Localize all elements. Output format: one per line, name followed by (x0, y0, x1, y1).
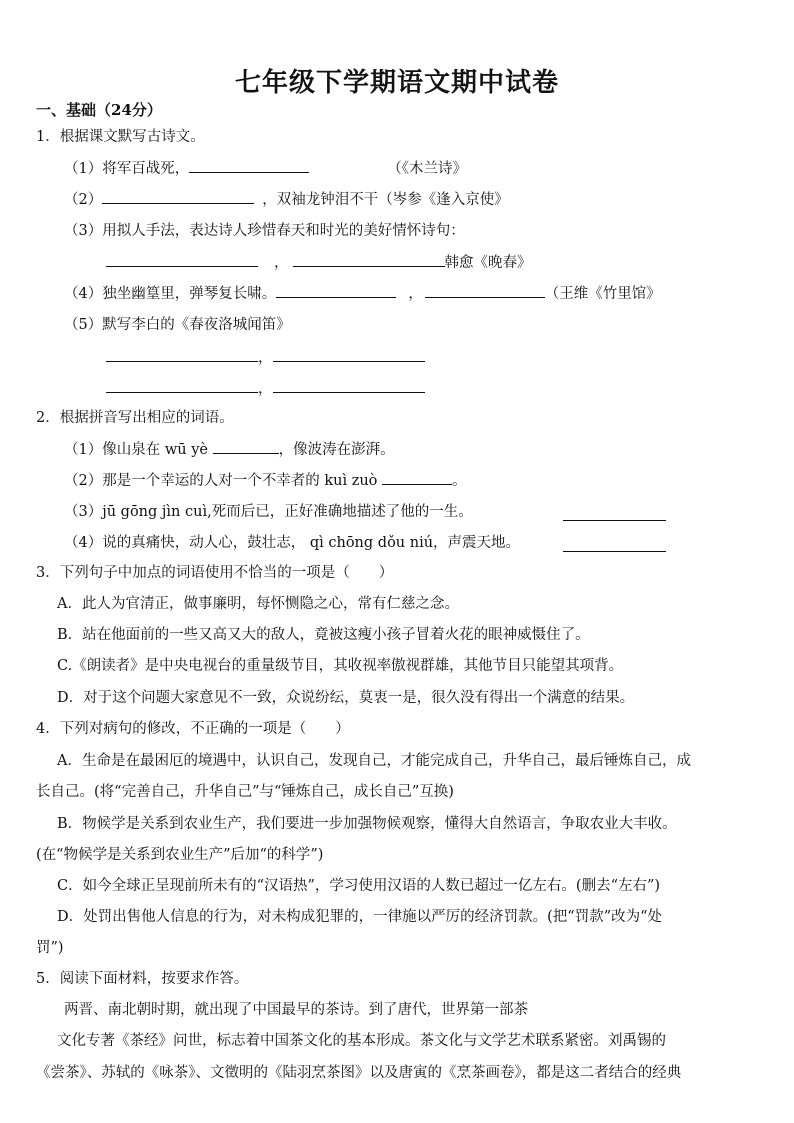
q5-stem: 5．阅读下面材料，按要求作答。 (36, 971, 249, 987)
q1-item5-separator: ， (258, 350, 273, 366)
q1-item5: （5）默写李白的《春夜洛城闻笛》 (64, 317, 291, 333)
q2-item1-text-end: ，像波涛在澎湃。 (278, 442, 395, 458)
q1-item3-separator: ， (274, 255, 289, 271)
q4-option-b-cont: (在“物候学是关系到农业生产”后加“的科学”) (36, 847, 324, 863)
q2-item2 (64, 470, 467, 491)
q5-paragraph-line1: 两晋、南北朝时期，就出现了中国最早的茶诗。到了唐代，世界第一部茶 (64, 1002, 528, 1018)
answer-blank[interactable] (106, 347, 258, 362)
answer-blank[interactable] (273, 378, 425, 393)
q4-option-a[interactable]: A．生命是在最困厄的境遇中，认识自己，发现自己，才能完成自己，升华自己，最后锤炼自己，成 (57, 753, 691, 769)
answer-blank[interactable] (213, 439, 279, 454)
q3-option-a[interactable]: A．此人为官清正，做事廉明，每怀恻隐之心，常有仁慈之念。 (57, 596, 459, 612)
q4-option-c[interactable]: C．如今全球正呈现前所未有的“汉语热”，学习使用汉语的人数已超过一亿左右。(删去“左右”) (57, 878, 661, 894)
q4-option-d-cont: 罚”) (36, 940, 64, 956)
q3-option-d[interactable]: D．对于这个问题大家意见不一致，众说纷纭，莫衷一是，很久没有得出一个满意的结果。 (57, 690, 635, 706)
q1-item4-text: （4）独坐幽篁里，弹琴复长啸。 (64, 286, 277, 302)
q1-item3-answers (106, 252, 532, 273)
q1-item4-separator: ， (408, 286, 423, 302)
q2-item3: （3）jū gōng jìn cuì,死而后已，正好准确地描述了他的一生。 (64, 504, 473, 520)
q3-option-c[interactable]: C.《朗读者》是中央电视台的重量级节目，其收视率傲视群雄，其他节目只能望其项背。 (57, 658, 624, 674)
q5-paragraph-line3: 《尝茶》、苏轼的《咏茶》、文徵明的《陆羽烹茶图》以及唐寅的《烹茶画卷》，都是这二者结合的经典 (36, 1065, 682, 1081)
q1-item3: （3）用拟人手法，表达诗人珍惜春天和时光的美好情怀诗句： (64, 223, 465, 239)
q1-stem: 1．根据课文默写古诗文。 (36, 129, 205, 145)
q2-stem: 2．根据拼音写出相应的词语。 (36, 410, 234, 426)
q2-item1 (64, 439, 395, 460)
q3-stem: 3．下列句子中加点的词语使用不恰当的一项是（ ） (36, 565, 394, 581)
q2-item2-text-end: 。 (452, 473, 467, 489)
q1-item4-source: （王维《竹里馆》 (544, 286, 661, 302)
answer-blank[interactable] (563, 537, 666, 552)
q1-item5-answers-row2 (106, 378, 425, 399)
q1-item1-text: （1）将军百战死， (64, 161, 190, 177)
answer-blank[interactable] (563, 506, 666, 521)
q1-item4 (64, 283, 661, 304)
q1-item5-answers-row1 (106, 347, 425, 368)
answer-blank[interactable] (102, 189, 254, 204)
q4-option-d[interactable]: D．处罚出售他人信息的行为，对未构成犯罪的，一律施以严厉的经济罚款。(把“罚款”改为“处 (57, 909, 663, 925)
q4-option-b[interactable]: B．物候学是关系到农业生产，我们要进一步加强物候观察，懂得大自然语言，争取农业大丰收。 (57, 816, 677, 832)
answer-blank[interactable] (106, 378, 258, 393)
answer-blank[interactable] (382, 470, 452, 485)
section-heading-basics: 一、基础（24分） (36, 101, 162, 119)
answer-blank[interactable] (276, 283, 396, 298)
q1-item1-source: （《木兰诗》 (387, 161, 467, 177)
page-title: 七年级下学期语文期中试卷 (234, 68, 559, 98)
q1-item5-separator: ， (258, 381, 273, 397)
answer-blank[interactable] (189, 158, 309, 173)
answer-blank[interactable] (106, 252, 258, 267)
q3-option-b[interactable]: B．站在他面前的一些又高又大的敌人，竟被这瘦小孩子冒着火花的眼神威慑住了。 (57, 627, 590, 643)
q1-item2-label: （2） (64, 192, 103, 208)
q1-item2 (64, 189, 509, 210)
answer-blank[interactable] (293, 252, 445, 267)
answer-blank[interactable] (273, 347, 425, 362)
q2-item4: （4）说的真痛快，动人心，鼓壮志， qì chōng dǒu niú，声震天地。 (64, 535, 521, 551)
q2-item2-text: （2）那是一个幸运的人对一个不幸者的 kuì zuò (64, 473, 383, 489)
q1-item2-text: ，双袖龙钟泪不干（岑参《逢入京使》 (262, 192, 509, 208)
q1-item3-source: 韩愈《晚春》 (444, 255, 532, 271)
q1-item1 (64, 158, 467, 179)
q4-stem: 4．下列对病句的修改，不正确的一项是（ ） (36, 721, 350, 737)
answer-blank[interactable] (425, 283, 545, 298)
q5-paragraph-line2: 文化专著《茶经》问世，标志着中国茶文化的基本形成。茶文化与文学艺术联系紧密。刘禹锡的 (57, 1033, 666, 1049)
q4-option-a-cont: 长自己。(将“完善自己，升华自己”与“锤炼自己，成长自己”互换) (36, 784, 454, 800)
q2-item1-text: （1）像山泉在 wū yè (64, 442, 213, 458)
